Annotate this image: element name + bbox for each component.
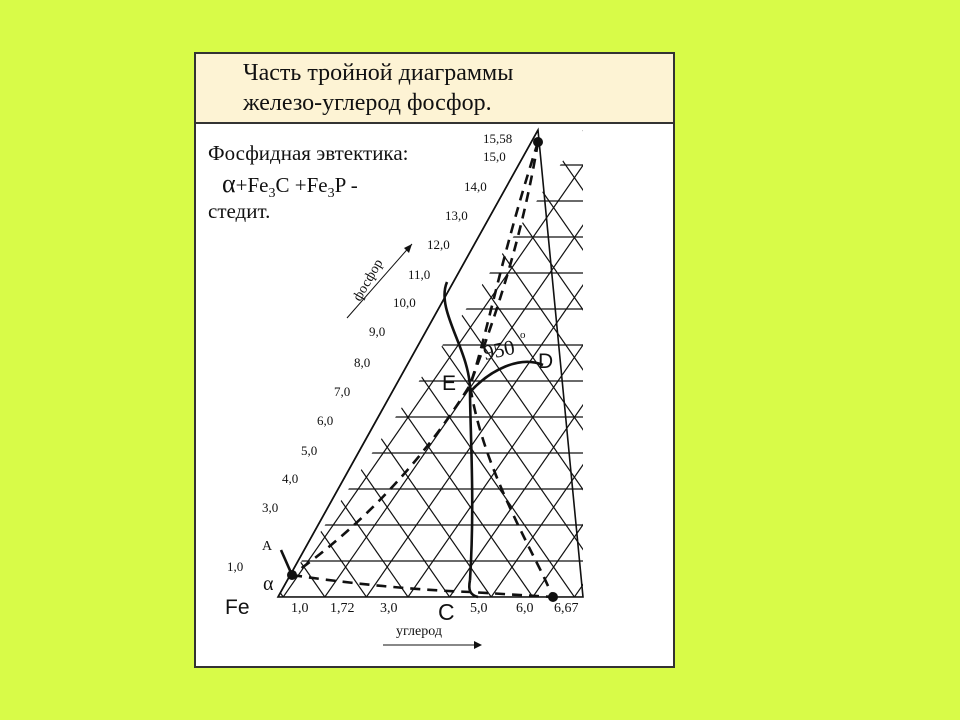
phosphorus-tick-label: 7,0 — [334, 384, 351, 399]
phosphorus-tick-label: 14,0 — [464, 179, 487, 194]
phosphorus-tick-label: 6,0 — [317, 413, 334, 428]
grid-rising-line — [949, 0, 960, 597]
grid-rising-line — [574, 0, 960, 597]
diagram-labels — [225, 131, 579, 649]
dashed-curve-bottom — [292, 575, 553, 597]
grid-rising-line — [491, 0, 960, 597]
grid-rising-line — [866, 0, 960, 597]
grid-falling-line — [515, 0, 960, 597]
phase-curves — [281, 137, 558, 602]
formula-sub-2: 3 — [327, 186, 335, 202]
grid-falling-line — [349, 0, 824, 597]
carbon-tick-label: 1,0 — [291, 601, 309, 616]
grid-rising-line — [450, 0, 925, 597]
grid-rising-line — [366, 0, 841, 597]
grid-falling-line — [16, 0, 491, 597]
title-line-1: Часть тройной диаграммы — [243, 60, 514, 86]
grid-falling-line — [0, 0, 242, 597]
grid-falling-line — [141, 0, 616, 597]
point-alpha — [287, 570, 297, 580]
phosphorus-tick-label: 12,0 — [427, 237, 450, 252]
phosphorus-tick-label: 11,0 — [408, 267, 431, 282]
grid-falling-line — [391, 0, 866, 597]
carbon-arrow-head — [474, 641, 482, 649]
point-label-c: C — [438, 599, 455, 625]
grid-falling-line — [474, 0, 949, 597]
grid-rising-line — [782, 0, 960, 597]
phosphorus-tick-label: 5,0 — [301, 443, 318, 458]
phosphorus-tick-label: 15,0 — [483, 149, 506, 164]
solid-curve-c-foot — [469, 580, 478, 597]
eutectic-note-line-3: стедит. — [208, 199, 271, 223]
phosphorus-tick-label: 13,0 — [445, 208, 468, 223]
phosphorus-tick-label: 8,0 — [354, 355, 371, 370]
grid-falling-line — [266, 0, 741, 597]
carbon-tick-label: 5,0 — [470, 601, 488, 616]
phosphorus-tick-label: 1,0 — [227, 559, 244, 574]
eutectic-note-line-1: Фосфидная эвтектика: — [208, 141, 409, 165]
grid-falling-line — [432, 0, 907, 597]
formula-part-3: P - — [334, 173, 358, 197]
phosphorus-tick-label: 10,0 — [393, 295, 416, 310]
temperature-label: 950 — [481, 334, 517, 365]
grid-rising-line — [907, 0, 960, 597]
formula-part-2: C +Fe — [275, 173, 328, 197]
title-line-2: железо-углерод фосфор. — [243, 90, 492, 116]
point-label-a: A — [262, 539, 273, 554]
origin-label: Fe — [225, 596, 250, 619]
grid-rising-line — [242, 0, 717, 597]
carbon-axis-label: углерод — [396, 624, 442, 639]
eutectic-note-formula — [222, 169, 358, 202]
grid-falling-line — [0, 0, 366, 597]
alpha-symbol: α — [222, 169, 236, 198]
grid-rising-line — [699, 0, 960, 597]
grid-falling-line — [183, 0, 658, 597]
grid-falling-line — [307, 0, 782, 597]
carbon-tick-label: 1,72 — [330, 601, 355, 616]
phosphorus-tick-label: 3,0 — [262, 500, 279, 515]
grid-rising-line — [658, 0, 960, 597]
grid-falling-line — [0, 0, 200, 597]
phosphorus-axis-label: фосфор — [350, 256, 387, 304]
grid-rising-line — [824, 0, 960, 597]
phosphorus-tick-label: 9,0 — [369, 324, 386, 339]
grid-rising-line — [533, 0, 960, 597]
point-15-58 — [533, 137, 543, 147]
grid-rising-line — [408, 0, 883, 597]
carbon-tick-label: 3,0 — [380, 601, 398, 616]
formula-part-1: +Fe — [235, 173, 269, 197]
carbon-tick-label: 6,67 — [554, 601, 579, 616]
formula-sub-1: 3 — [268, 186, 276, 202]
solid-curve-e-d — [470, 362, 543, 392]
phosphorus-tick-label: 15,58 — [483, 131, 513, 146]
point-label-alpha: α — [263, 573, 274, 595]
point-label-d: D — [538, 350, 554, 373]
grid-falling-line — [224, 0, 699, 597]
grid-falling-line — [0, 0, 450, 597]
grid-rising-line — [741, 0, 960, 597]
grid-rising-line — [616, 0, 960, 597]
grid-falling-line — [58, 0, 533, 597]
carbon-tick-label: 6,0 — [516, 601, 534, 616]
grid-falling-line — [0, 0, 283, 597]
grid-falling-line — [99, 0, 574, 597]
phosphorus-tick-label: 4,0 — [282, 471, 299, 486]
degree-mark: o — [520, 329, 526, 341]
point-label-e: E — [442, 372, 457, 395]
grid-falling-line — [0, 0, 408, 597]
